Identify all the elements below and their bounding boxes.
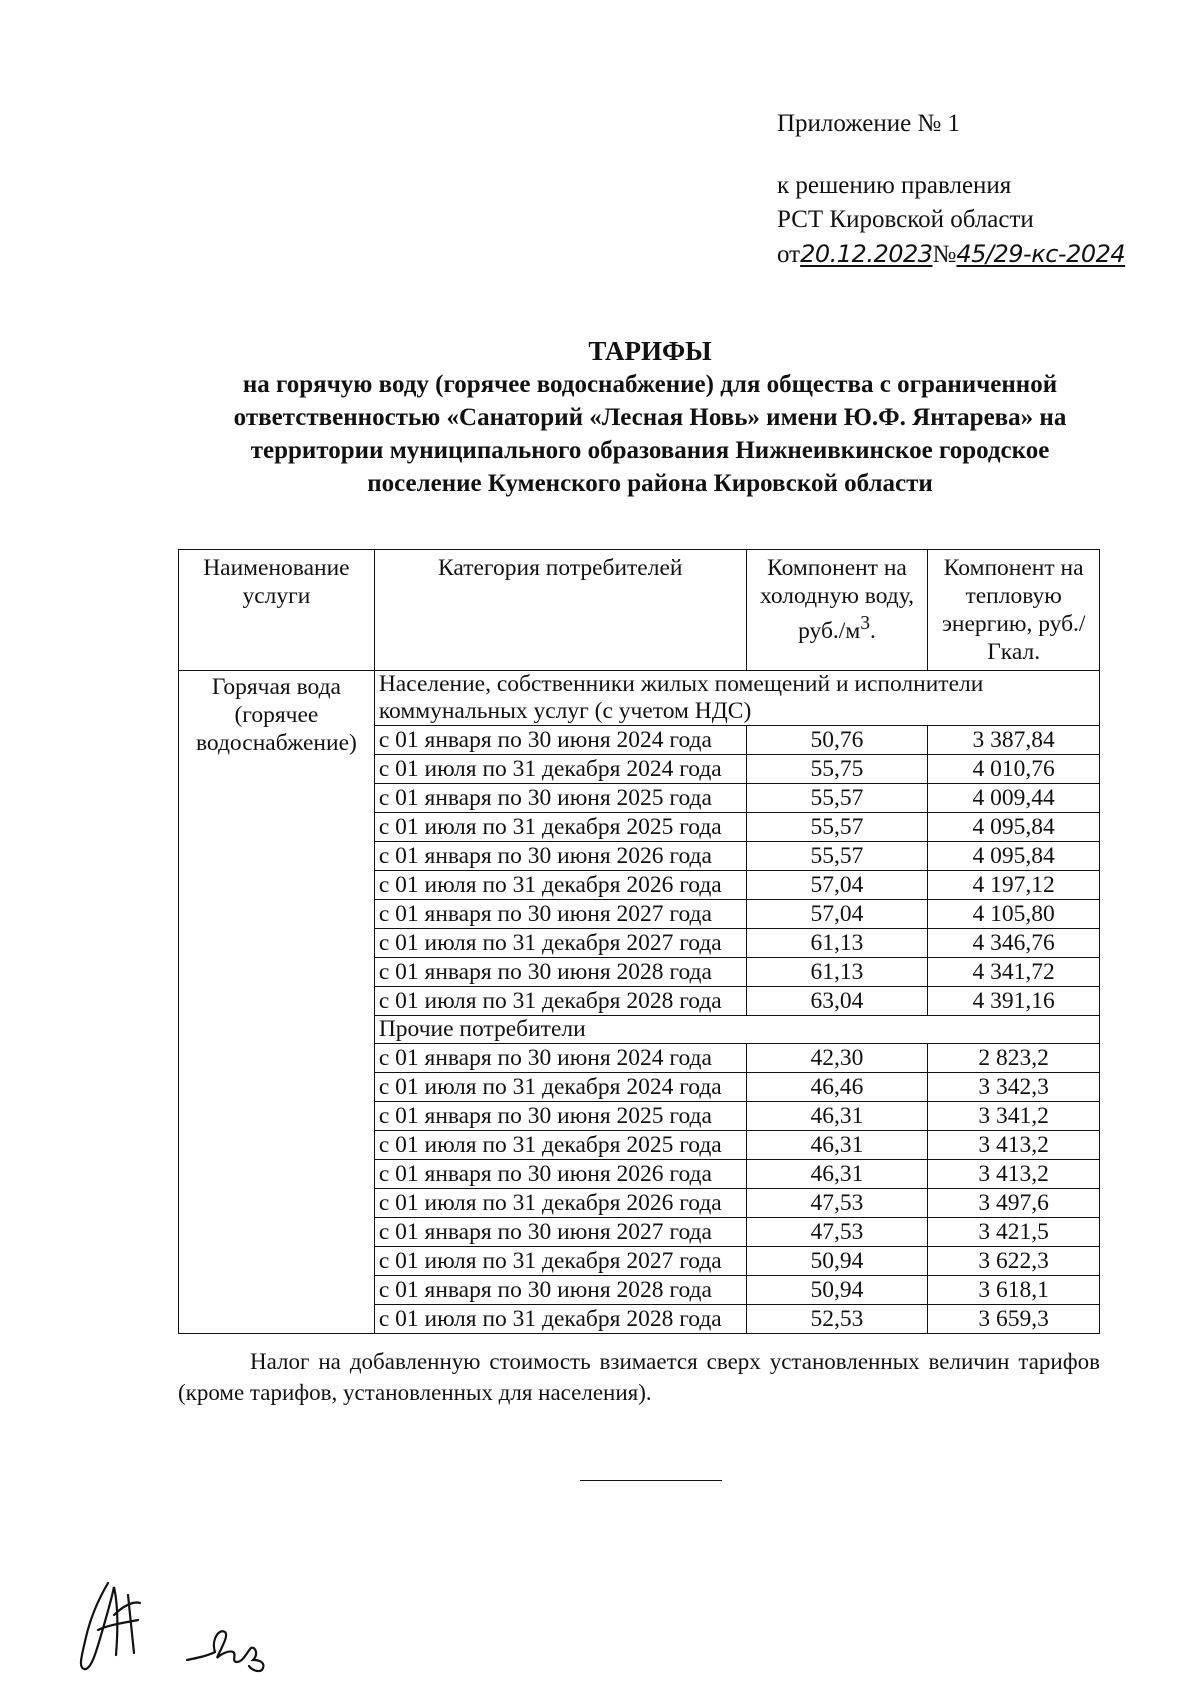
period-cell: с 01 июля по 31 декабря 2027 года (374, 929, 746, 958)
cold-water-cell: 57,04 (746, 900, 928, 929)
service-cell: Горячая вода (горячее водоснабжение) (179, 671, 375, 1334)
header-cold-water-tail: . (870, 617, 876, 644)
tariff-table-body (179, 671, 1100, 1334)
header-cold-water-sup: 3 (860, 613, 871, 634)
decision-date: 20.12.2023 (800, 240, 933, 268)
tariff-table (178, 549, 1100, 1334)
number-sign: № (932, 241, 957, 268)
period-cell: с 01 июля по 31 декабря 2024 года (374, 755, 746, 784)
heat-cell: 3 341,2 (928, 1102, 1100, 1131)
period-cell: с 01 января по 30 июня 2028 года (374, 1276, 746, 1305)
cold-water-cell: 47,53 (746, 1218, 928, 1247)
period-cell: с 01 января по 30 июня 2024 года (374, 726, 746, 755)
heat-cell: 4 341,72 (928, 958, 1100, 987)
appendix-from: от (777, 241, 801, 268)
heat-cell: 4 009,44 (928, 784, 1100, 813)
handwritten-initials-icon (185, 1618, 285, 1678)
cold-water-cell: 55,75 (746, 755, 928, 784)
heat-cell: 3 618,1 (928, 1276, 1100, 1305)
title-line-2: ответственностью «Санаторий «Лесная Новь» имени Ю.Ф. Янтарева» на (233, 404, 1067, 431)
period-cell: с 01 января по 30 июня 2025 года (374, 1102, 746, 1131)
cold-water-cell: 46,31 (746, 1102, 928, 1131)
cold-water-cell: 50,94 (746, 1276, 928, 1305)
cold-water-cell: 55,57 (746, 813, 928, 842)
header-category: Категория потребителей (374, 550, 746, 671)
cold-water-cell: 57,04 (746, 871, 928, 900)
category-cell: Население, собственники жилых помещений и исполнители коммунальных услуг (с учетом НДС) (374, 671, 1099, 726)
period-cell: с 01 января по 30 июня 2027 года (374, 900, 746, 929)
header-service: Наименование услуги (179, 550, 375, 671)
heat-cell: 3 342,3 (928, 1073, 1100, 1102)
appendix-block (777, 107, 1125, 272)
category-row (179, 671, 1100, 726)
cold-water-cell: 55,57 (746, 784, 928, 813)
appendix-title: Приложение № 1 (777, 110, 961, 137)
header-cold-water-text: Компонент на холодную воду, руб./м (759, 555, 915, 644)
cold-water-cell: 46,31 (746, 1160, 928, 1189)
heat-cell: 3 387,84 (928, 726, 1100, 755)
cold-water-cell: 47,53 (746, 1189, 928, 1218)
heat-cell: 3 497,6 (928, 1189, 1100, 1218)
cold-water-cell: 63,04 (746, 987, 928, 1016)
handwritten-signature-icon (68, 1575, 158, 1675)
appendix-line-2: РСТ Кировской области (777, 206, 1034, 233)
title-line-4: поселение Куменского района Кировской области (367, 470, 933, 497)
period-cell: с 01 июля по 31 декабря 2026 года (374, 1189, 746, 1218)
period-cell: с 01 июля по 31 декабря 2024 года (374, 1073, 746, 1102)
period-cell: с 01 января по 30 июня 2028 года (374, 958, 746, 987)
decision-number: 45/29-кс-2024 (956, 240, 1126, 268)
cold-water-cell: 50,94 (746, 1247, 928, 1276)
period-cell: с 01 июля по 31 декабря 2027 года (374, 1247, 746, 1276)
period-cell: с 01 января по 30 июня 2024 года (374, 1044, 746, 1073)
period-cell: с 01 января по 30 июня 2026 года (374, 1160, 746, 1189)
heat-cell: 3 421,5 (928, 1218, 1100, 1247)
period-cell: с 01 июля по 31 декабря 2025 года (374, 1131, 746, 1160)
heat-cell: 4 346,76 (928, 929, 1100, 958)
title-main: ТАРИФЫ (588, 336, 712, 366)
period-cell: с 01 июля по 31 декабря 2028 года (374, 987, 746, 1016)
category-cell: Прочие потребители (374, 1016, 1099, 1044)
table-header-row (179, 550, 1100, 671)
heat-cell: 3 413,2 (928, 1160, 1100, 1189)
cold-water-cell: 42,30 (746, 1044, 928, 1073)
heat-cell: 4 095,84 (928, 813, 1100, 842)
period-cell: с 01 января по 30 июня 2026 года (374, 842, 746, 871)
cold-water-cell: 46,46 (746, 1073, 928, 1102)
cold-water-cell: 55,57 (746, 842, 928, 871)
header-heat: Компонент на тепловую энергию, руб./Гкал. (928, 550, 1100, 671)
cold-water-cell: 61,13 (746, 929, 928, 958)
heat-cell: 4 105,80 (928, 900, 1100, 929)
heat-cell: 4 095,84 (928, 842, 1100, 871)
cold-water-cell: 52,53 (746, 1305, 928, 1334)
appendix-gap (777, 141, 1125, 169)
cold-water-cell: 61,13 (746, 958, 928, 987)
heat-cell: 4 391,16 (928, 987, 1100, 1016)
period-cell: с 01 июля по 31 декабря 2028 года (374, 1305, 746, 1334)
period-cell: с 01 июля по 31 декабря 2026 года (374, 871, 746, 900)
period-cell: с 01 июля по 31 декабря 2025 года (374, 813, 746, 842)
heat-cell: 3 622,3 (928, 1247, 1100, 1276)
period-cell: с 01 января по 30 июня 2027 года (374, 1218, 746, 1247)
heat-cell: 3 659,3 (928, 1305, 1100, 1334)
vat-note: Налог на добавленную стоимость взимается сверх установленных величин тарифов (кроме тарифов, установленных для населения). (178, 1349, 1100, 1405)
cold-water-cell: 46,31 (746, 1131, 928, 1160)
title-line-3: территории муниципального образования Нижнеивкинское городское (250, 437, 1050, 464)
cold-water-cell: 50,76 (746, 726, 928, 755)
heat-cell: 3 413,2 (928, 1131, 1100, 1160)
heat-cell: 2 823,2 (928, 1044, 1100, 1073)
end-divider (580, 1480, 722, 1481)
header-cold-water (746, 550, 928, 671)
title-line-1: на горячую воду (горячее водоснабжение) для общества с ограниченной (242, 371, 1058, 398)
appendix-line-1: к решению правления (777, 172, 1012, 199)
appendix-line-3 (777, 237, 1125, 272)
heat-cell: 4 010,76 (928, 755, 1100, 784)
heat-cell: 4 197,12 (928, 871, 1100, 900)
period-cell: с 01 января по 30 июня 2025 года (374, 784, 746, 813)
document-title (160, 335, 1140, 500)
